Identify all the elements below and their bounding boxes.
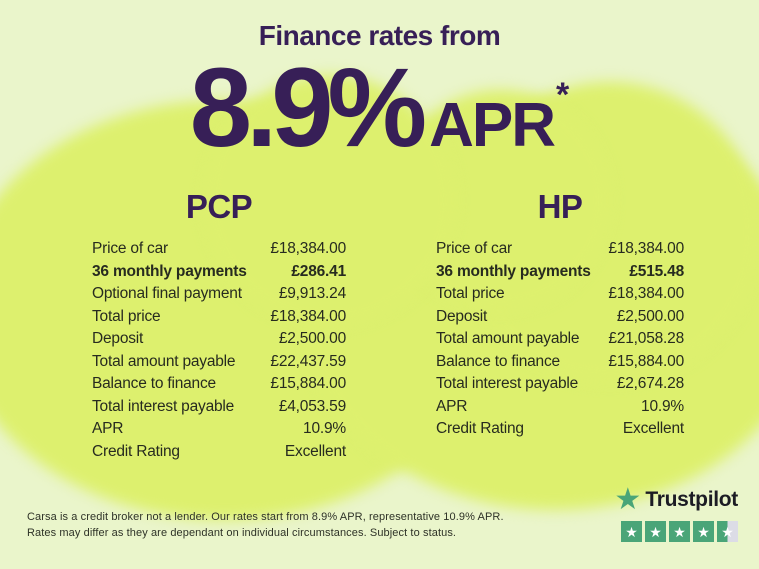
finance-row xyxy=(92,261,346,284)
rating-star-icon: ★ xyxy=(693,521,714,542)
rate-asterisk: * xyxy=(555,76,570,114)
pcp-table xyxy=(92,188,346,463)
row-label: Total amount payable xyxy=(436,330,580,347)
trustpilot-widget[interactable] xyxy=(614,485,738,542)
hp-rows xyxy=(436,238,684,441)
row-label: 36 monthly payments xyxy=(92,262,247,280)
hp-table xyxy=(436,188,684,441)
row-label: Deposit xyxy=(436,307,488,325)
row-value: £515.48 xyxy=(629,262,684,280)
rating-star-icon: ★ xyxy=(669,521,690,542)
row-label: 36 monthly payments xyxy=(436,262,591,280)
row-label: Credit Rating xyxy=(92,442,180,460)
disclaimer-line: Carsa is a credit broker not a lender. Our rates start from 8.9% APR, representative 10.9% APR. xyxy=(27,511,504,523)
disclaimer-text xyxy=(27,509,627,541)
row-value: £18,384.00 xyxy=(270,307,346,325)
row-value: £9,913.24 xyxy=(278,285,346,302)
trustpilot-star-icon: ★ xyxy=(614,483,642,516)
finance-row xyxy=(436,396,684,419)
finance-row xyxy=(436,351,684,374)
row-value: £2,500.00 xyxy=(278,330,346,347)
rating-star-icon: ★ xyxy=(645,521,666,542)
row-value: 10.9% xyxy=(303,420,346,437)
row-label: Total price xyxy=(436,285,505,302)
finance-row xyxy=(436,283,684,306)
finance-row xyxy=(436,238,684,261)
finance-row xyxy=(436,306,684,329)
page-title: Finance rates from xyxy=(258,20,501,51)
trustpilot-brand: Trustpilot xyxy=(645,488,738,511)
finance-row xyxy=(436,328,684,351)
pcp-title: PCP xyxy=(185,188,253,225)
disclaimer-line: Rates may differ as they are dependant on individual circumstances. Subject to status. xyxy=(27,527,457,539)
row-value: £15,884.00 xyxy=(608,352,684,370)
finance-row xyxy=(92,351,346,374)
rate-unit: APR xyxy=(429,91,554,160)
row-label: Total amount payable xyxy=(92,352,236,370)
trustpilot-rating xyxy=(621,521,738,542)
finance-row xyxy=(92,441,346,464)
row-value: Excellent xyxy=(284,442,346,460)
row-label: APR xyxy=(92,420,124,437)
row-value: £18,384.00 xyxy=(608,240,684,257)
finance-row xyxy=(436,373,684,396)
row-value: £2,674.28 xyxy=(616,375,684,392)
finance-row xyxy=(92,328,346,351)
rating-star-icon: ★ xyxy=(717,521,738,542)
finance-row xyxy=(436,261,684,284)
row-label: Price of car xyxy=(436,240,512,257)
row-value: £18,384.00 xyxy=(270,240,346,257)
row-label: Balance to finance xyxy=(92,375,216,392)
row-value: £21,058.28 xyxy=(608,330,684,347)
rate-value: 8.9% xyxy=(189,45,422,170)
finance-row xyxy=(92,283,346,306)
row-label: Credit Rating xyxy=(436,420,524,437)
finance-row xyxy=(92,306,346,329)
finance-row xyxy=(92,238,346,261)
row-label: Price of car xyxy=(92,240,168,257)
rating-star-icon: ★ xyxy=(621,521,642,542)
finance-row xyxy=(92,396,346,419)
row-label: Total price xyxy=(92,307,161,325)
pcp-rows xyxy=(92,238,346,463)
finance-row xyxy=(436,418,684,441)
finance-row xyxy=(92,418,346,441)
row-label: Deposit xyxy=(92,330,144,347)
finance-row xyxy=(92,373,346,396)
row-value: £286.41 xyxy=(291,262,346,280)
row-label: Total interest payable xyxy=(436,375,579,392)
row-value: 10.9% xyxy=(641,397,684,415)
row-value: £22,437.59 xyxy=(270,352,346,370)
row-label: Balance to finance xyxy=(436,352,560,370)
row-value: £4,053.59 xyxy=(278,397,346,415)
hp-title: HP xyxy=(537,188,583,225)
row-label: Optional final payment xyxy=(92,285,242,302)
row-value: £15,884.00 xyxy=(270,375,346,392)
row-value: Excellent xyxy=(622,420,684,437)
trustpilot-logo xyxy=(614,485,738,515)
row-label: Total interest payable xyxy=(92,397,235,415)
row-value: £18,384.00 xyxy=(608,285,684,302)
row-value: £2,500.00 xyxy=(616,307,684,325)
row-label: APR xyxy=(436,397,468,415)
headline-rate xyxy=(0,45,759,170)
